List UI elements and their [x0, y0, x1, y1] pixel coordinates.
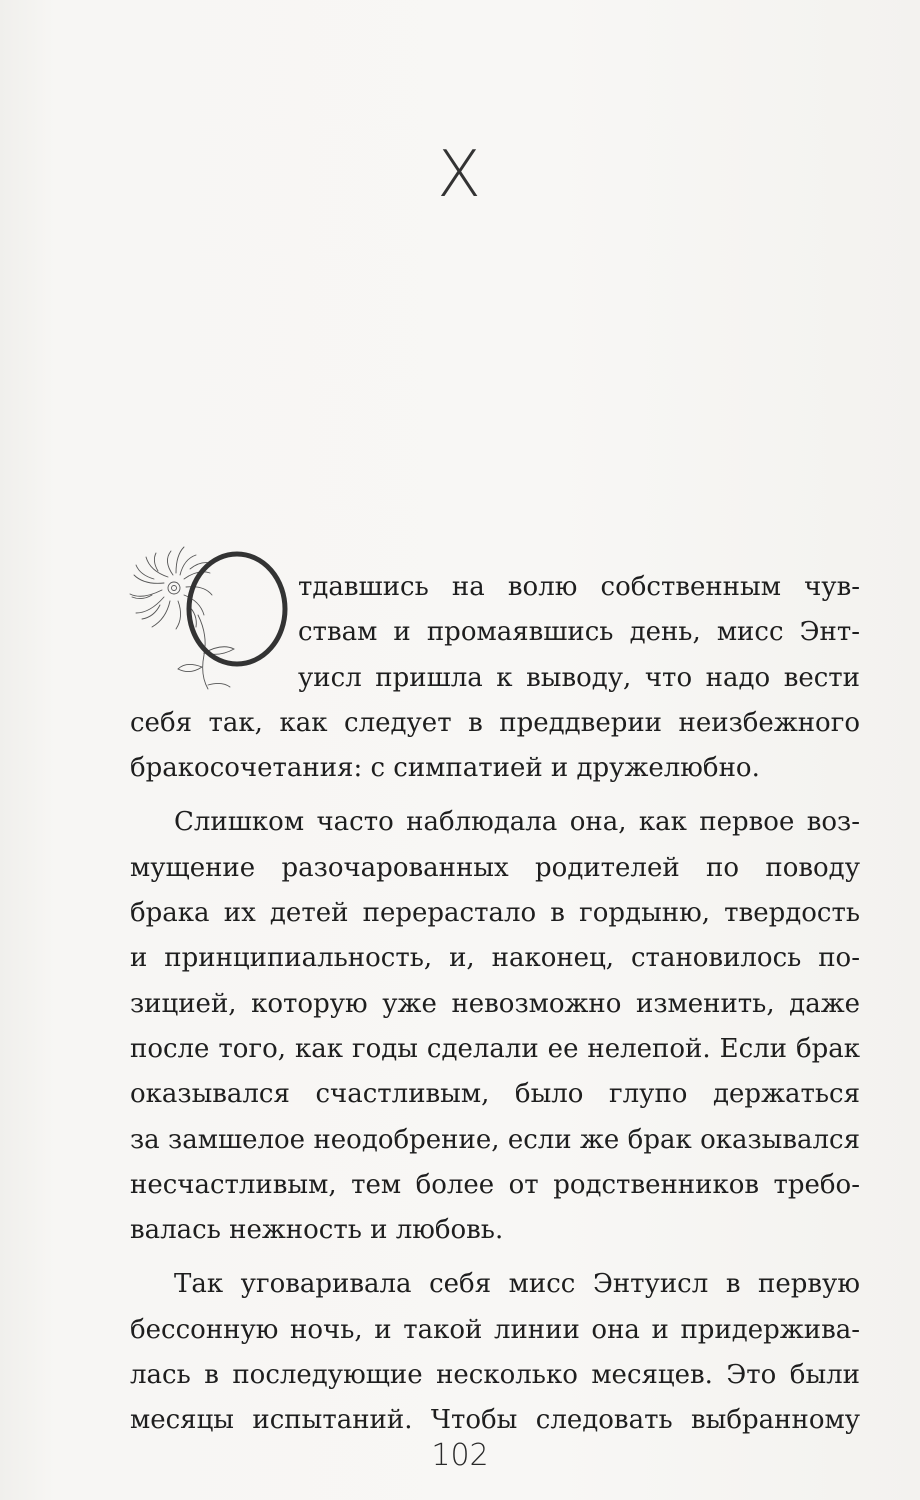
text-line: Так уговаривала себя мисс Энтуисл в первую	[174, 1269, 860, 1300]
text-line: бессонную ночь, и такой линии она и придержива-	[130, 1314, 860, 1345]
chapter-number: X	[437, 138, 483, 212]
text-line: зицией, которую уже невозможно изменить, даже	[130, 988, 860, 1019]
text-line: месяцы испытаний. Чтобы следовать выбранному	[130, 1405, 860, 1436]
text-line: валась нежность и любовь.	[130, 1215, 504, 1246]
text-line: и принципиальность, и, наконец, становилось по-	[130, 943, 860, 974]
text-line: за замшелое неодобрение, если же брак оказывался	[130, 1124, 860, 1155]
paragraph-3	[130, 1262, 860, 1443]
text-line: после того, как годы сделали ее нелепой. Если брак	[130, 1033, 860, 1064]
text-line: лась в последующие несколько месяцев. Это были	[130, 1360, 860, 1391]
body-text	[130, 556, 860, 1444]
page-number: 102	[431, 1438, 489, 1473]
text-line: мущение разочарованных родителей по поводу	[130, 852, 860, 883]
text-line: ствам и промаявшись день, мисс Энт-	[298, 617, 860, 648]
paragraph-2	[130, 800, 860, 1253]
text-line: бракосочетания: с симпатией и дружелюбно.	[130, 753, 760, 784]
text-line: несчастливым, тем более от родственников требо-	[130, 1169, 860, 1200]
text-line: оказывался счастливым, было глупо держаться	[130, 1079, 860, 1110]
paragraph-1-continued	[130, 701, 860, 792]
text-line: брака их детей перерастало в гордыню, твердость	[130, 898, 860, 929]
text-line: себя так, как следует в преддверии неизбежного	[130, 707, 860, 738]
paragraph-1	[130, 565, 860, 701]
text-line: Слишком часто наблюдала она, как первое воз-	[174, 807, 860, 838]
text-line: тдавшись на волю собственным чув-	[298, 572, 860, 602]
text-line: уисл пришла к выводу, что надо вести	[298, 662, 860, 693]
